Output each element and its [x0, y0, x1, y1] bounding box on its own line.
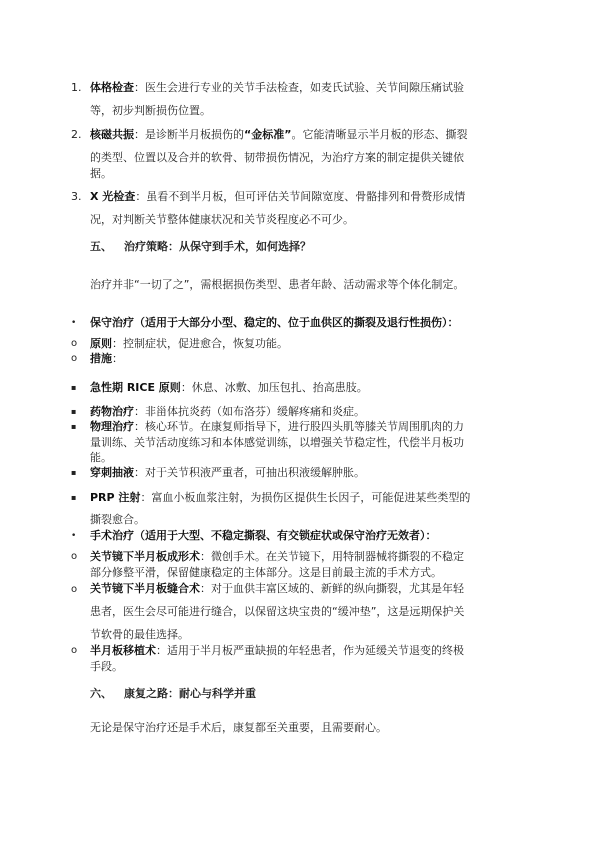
- circle-bullet-icon: o: [71, 551, 78, 562]
- bullet-icon: •: [71, 318, 77, 328]
- physio-item: [90, 420, 464, 434]
- puncture-item: [90, 466, 365, 480]
- text: ：微创手术。在关节镜下，用特制器械将撕裂的不稳定: [200, 550, 464, 563]
- list-item-text: 据。: [90, 167, 112, 180]
- square-bullet-icon: ▪: [71, 407, 77, 416]
- term: 措施: [90, 352, 112, 365]
- section-heading-5: [90, 240, 311, 254]
- paragraph: 无论是保守治疗还是手术后，康复都至关重要，且需要耐心。: [90, 721, 387, 734]
- text: ：对于血供丰富区域的、新鲜的纵向撕裂，尤其是年轻: [200, 582, 464, 595]
- list-number: 1.: [71, 81, 82, 94]
- term: 穿刺抽液: [90, 466, 134, 479]
- prp-text: 撕裂愈合。: [90, 513, 145, 526]
- circle-bullet-icon: o: [71, 645, 78, 656]
- list-item-text: 等，初步判断损伤位置。: [90, 104, 211, 117]
- bullet-icon: •: [71, 531, 77, 541]
- term: X 光检查: [90, 190, 136, 203]
- physio-text: 量训练、关节活动度练习和本体感觉训练，以增强关节稳定性，代偿半月板功: [90, 436, 464, 449]
- transplant-text: 手段。: [90, 660, 123, 673]
- principle-item: [90, 337, 288, 351]
- text: ：非甾体抗炎药（如布洛芬）缓解疼痛和炎症。: [134, 405, 365, 418]
- term: 核磁共振: [90, 128, 134, 141]
- text: ：: [112, 352, 123, 365]
- suture-text: 节软骨的最佳选择。: [90, 628, 189, 641]
- list-item-text: 的类型、位置以及合并的软骨、韧带损伤情况，为治疗方案的制定提供关键依: [90, 151, 464, 164]
- term: 关节镜下半月板缝合术: [90, 582, 200, 595]
- term: 原则: [90, 337, 112, 350]
- term: 关节镜下半月板成形术: [90, 550, 200, 563]
- square-bullet-icon: ▪: [71, 468, 77, 477]
- text: ：核心环节。在康复师指导下，进行股四头肌等膝关节周围肌肉的力: [134, 420, 464, 433]
- list-item-xray: [90, 190, 465, 204]
- measures-item: [90, 352, 123, 366]
- rice-item: [90, 381, 368, 395]
- term: 半月板移植术: [90, 644, 156, 657]
- transplant-item: [90, 644, 464, 658]
- square-bullet-icon: ▪: [71, 383, 77, 392]
- term: PRP 注射: [90, 491, 141, 504]
- partial-meniscectomy-item: [90, 550, 464, 564]
- text: ：休息、冰敷、加压包扎、抬高患肢。: [180, 381, 368, 394]
- list-number: 2.: [71, 128, 82, 141]
- section-title: 康复之路：耐心与科学并重: [124, 687, 256, 700]
- conservative-heading: 保守治疗（适用于大部分小型、稳定的、位于血供区的撕裂及退行性损伤）：: [90, 316, 459, 329]
- suture-text: 患者，医生会尽可能进行缝合，以保留这块宝贵的“缓冲垫”，这是远期保护关: [90, 605, 465, 618]
- text: 。它能清晰显示半月板的形态、撕裂: [291, 128, 468, 141]
- list-item-mri: [90, 128, 467, 142]
- term: 体格检查: [90, 81, 134, 94]
- surgery-heading: 手术治疗（适用于大型、不稳定撕裂、有交锁症状或保守治疗无效者）：: [90, 529, 437, 542]
- section-number: 五、: [90, 240, 112, 253]
- suture-item: [90, 582, 464, 596]
- text: ：虽看不到半月板，但可评估关节间隙宽度、骨骼排列和骨赘形成情: [135, 190, 466, 203]
- list-number: 3.: [71, 190, 82, 203]
- circle-bullet-icon: o: [71, 353, 78, 364]
- term: 物理治疗: [90, 420, 134, 433]
- circle-bullet-icon: o: [71, 584, 78, 595]
- text: ：控制症状，促进愈合，恢复功能。: [112, 337, 288, 350]
- list-item-physical-exam: [90, 81, 464, 95]
- text: ：是诊断半月板损伤的: [134, 128, 244, 141]
- square-bullet-icon: ▪: [71, 493, 77, 502]
- text: ：对于关节积液严重者，可抽出积液缓解肿胀。: [134, 466, 365, 479]
- section-heading-6: [90, 687, 256, 701]
- text: ：富血小板血浆注射，为损伤区提供生长因子，可能促进某些类型的: [140, 491, 471, 504]
- term: 药物治疗: [90, 405, 134, 418]
- square-bullet-icon: ▪: [71, 422, 77, 431]
- term: 急性期 RICE 原则: [90, 381, 181, 394]
- text: ：医生会进行专业的关节手法检查，如麦氏试验、关节间隙压痛试验: [134, 81, 464, 94]
- drug-item: [90, 405, 365, 419]
- paragraph: 治疗并非“一切了之”，需根据损伤类型、患者年龄、活动需求等个体化制定。: [90, 278, 465, 291]
- prp-item: [90, 491, 470, 505]
- physio-text: 能。: [90, 451, 112, 464]
- partial-text: 部分修整平滑，保留健康稳定的主体部分。这是目前最主流的手术方式。: [90, 566, 442, 579]
- list-item-text: 况，对判断关节整体健康状况和关节炎程度必不可少。: [90, 213, 354, 226]
- section-number: 六、: [90, 687, 112, 700]
- text: ：适用于半月板严重缺损的年轻患者，作为延缓关节退变的终极: [156, 644, 464, 657]
- section-title: 治疗策略：从保守到手术，如何选择？: [124, 240, 311, 253]
- circle-bullet-icon: o: [71, 338, 78, 349]
- gold-standard: “金标准”: [244, 128, 292, 141]
